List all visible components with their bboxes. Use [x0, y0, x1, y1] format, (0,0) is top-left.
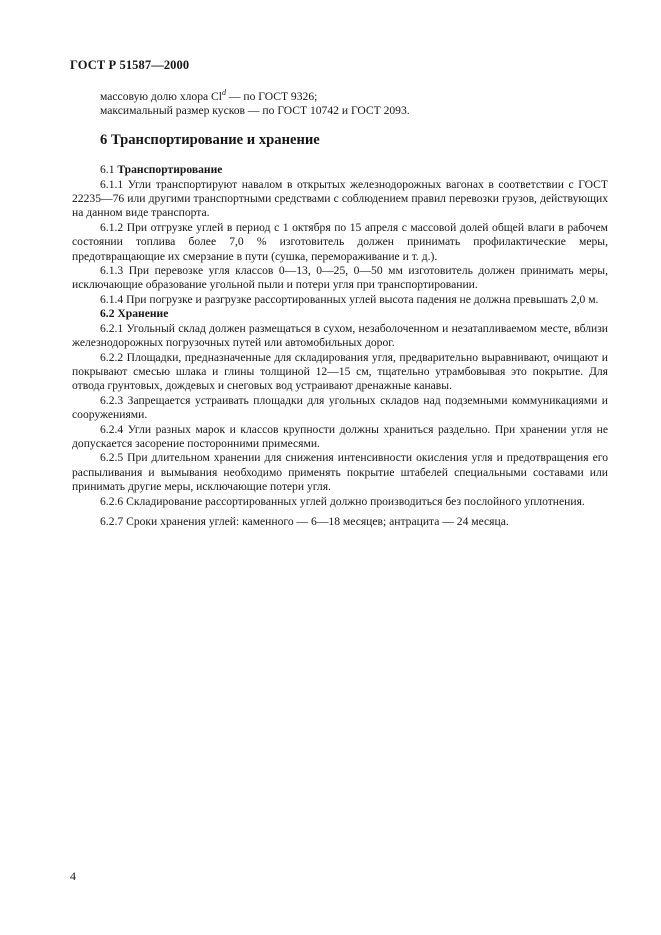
- chlorine-superscript: d: [222, 88, 226, 98]
- continuation-line-size: максимальный размер кусков — по ГОСТ 10742 и ГОСТ 2093.: [100, 104, 410, 118]
- clause-6-2-4: 6.2.4 Угли разных марок и классов крупности должны храниться раздельно. При хранении угля не допускается засорение посторонними примесями.: [72, 422, 608, 450]
- clause-6-1-1: 6.1.1 Угли транспортируют навалом в открытых железнодорожных вагонах в соответствии с ГОСТ 22235—76 или другими транспортными средствами с соблюдением правил перевозки грузов, действующих на данном виде транспорта.: [72, 177, 608, 220]
- clause-6-2-2: 6.2.2 Площадки, предназначенные для складирования угля, предварительно выравнивают, очищают и покрывают смесью шлака и глины толщиной 12—15 см, тщательно утрамбовывая это покрытие. Для отвода грунтовых, дождевых и снеговых вод устраивают дренажные канавы.: [72, 350, 608, 393]
- subsection-6-1-number: 6.1: [100, 163, 118, 177]
- clause-6-2-6: 6.2.6 Складирование рассортированных углей должно производиться без послойного уплотнения.: [100, 494, 585, 508]
- subsection-6-2-title: [72, 307, 608, 321]
- chlorine-standard: — по ГОСТ 9326;: [226, 90, 318, 103]
- clause-6-2-5: 6.2.5 При длительном хранении для снижения интенсивности окисления угля и предотвращения его распыливания и вымывания необходимо применять покрытие штабелей специальными составами или принимать другие меры, исключающие потери угля.: [72, 451, 608, 494]
- clause-6-1-4: 6.1.4 При погрузке и разгрузке рассортированных углей высота падения не должна превышать 2,0 м.: [100, 292, 599, 306]
- subsection-6-2-number: 6.2: [100, 307, 118, 321]
- clause-6-2-3: 6.2.3 Запрещается устраивать площадки для угольных складов над подземными коммуникациями и сооружениями.: [72, 393, 608, 422]
- clause-6-1-3: 6.1.3 При перевозке угля классов 0—13, 0—25, 0—50 мм изготовитель должен принимать меры, исключающие образование угольной пыли и потери угля при транспортировании.: [72, 264, 608, 292]
- subsection-6-1-title: [72, 163, 608, 177]
- clause-6-2-1: 6.2.1 Угольный склад должен размещаться в сухом, незаболоченном и незатапливаемом месте, вблизи железнодорожных погрузочных путей или автомобильных дорог.: [72, 321, 608, 350]
- continuation-line-chlorine: [72, 90, 608, 104]
- section-6-title: 6 Транспортирование и хранение: [100, 131, 320, 148]
- chlorine-text: массовую долю хлора Cl: [100, 90, 222, 103]
- document-header: ГОСТ Р 51587—2000: [70, 58, 190, 72]
- page-content: [72, 90, 608, 529]
- clause-6-2-7: 6.2.7 Сроки хранения углей: каменного — 6—18 месяцев; антрацита — 24 месяца.: [100, 514, 509, 528]
- page-number: 4: [70, 869, 76, 883]
- subsection-6-1-label: Транспортирование: [117, 163, 223, 177]
- subsection-6-2-label: Хранение: [117, 307, 169, 321]
- clause-6-1-2: 6.1.2 При отгрузке углей в период с 1 октября по 15 апреля с массовой долей общей влаги в рабочем состоянии топлива более 7,0 % изготовитель должен принимать профилактические меры, предотвращающие их смерзание в пути (сушка, перемораживание и т. д.).: [72, 220, 608, 263]
